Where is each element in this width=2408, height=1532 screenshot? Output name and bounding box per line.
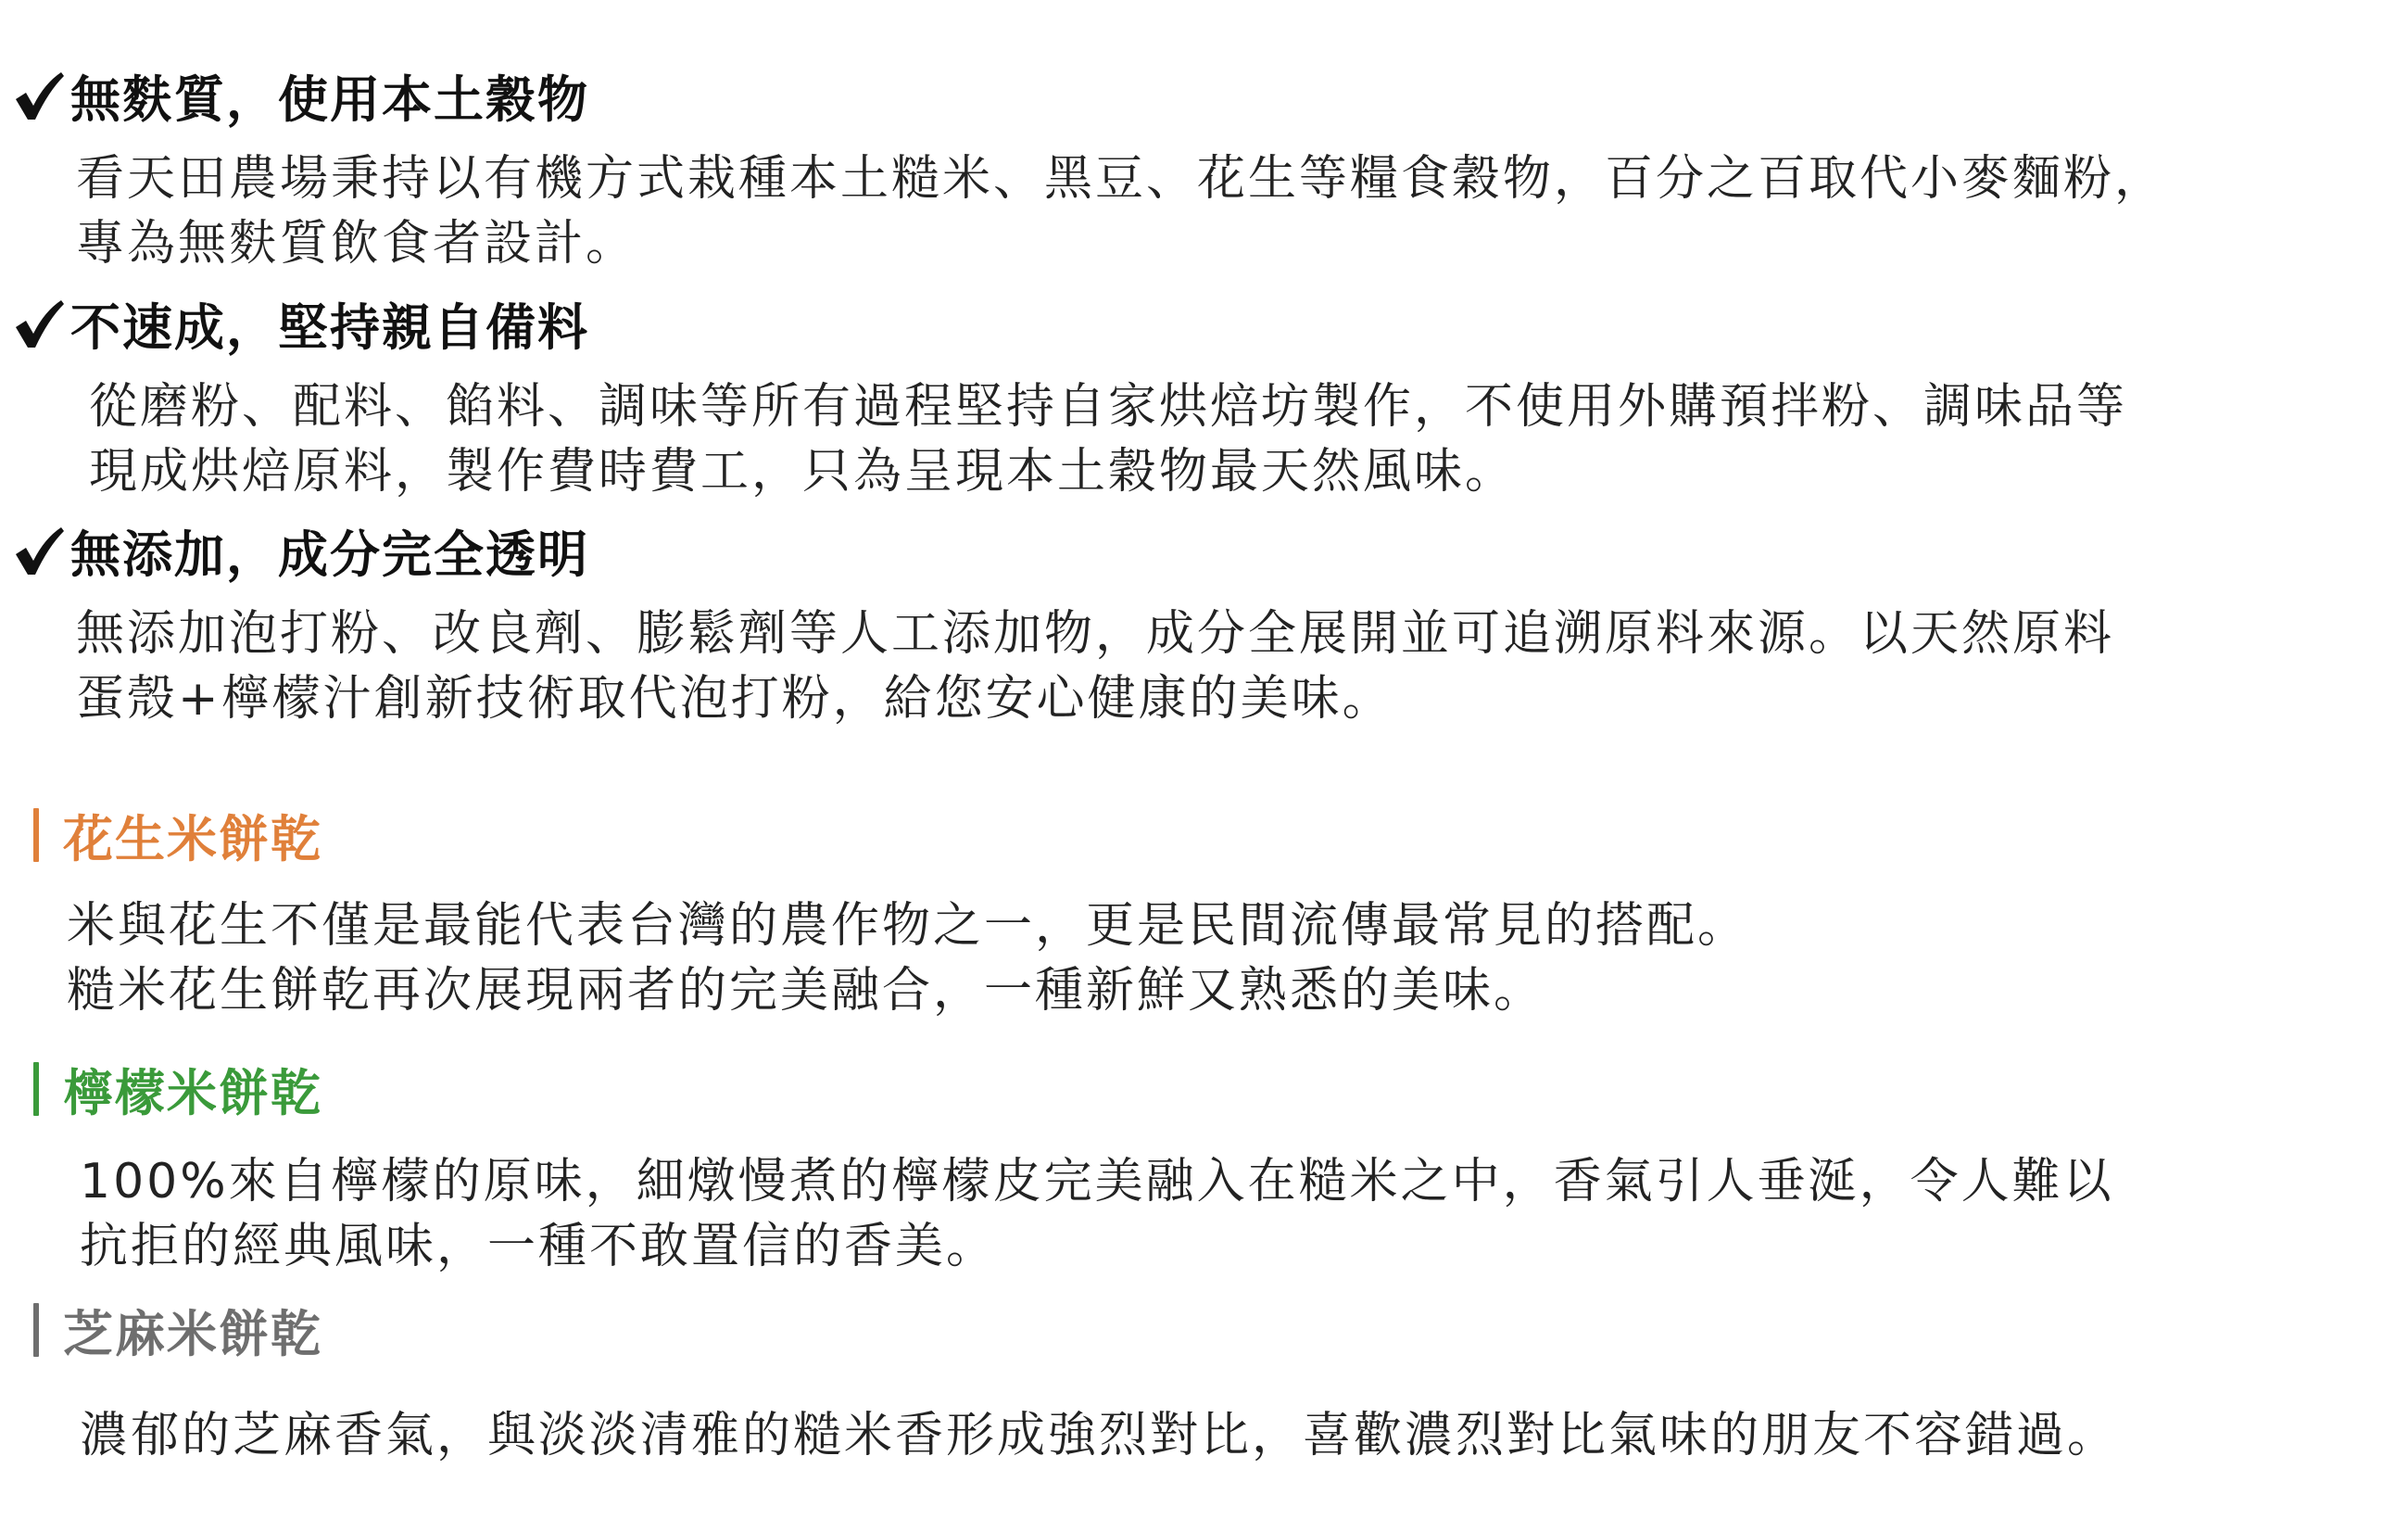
- feature-handmade: [13, 289, 2385, 504]
- product-title: 花生米餅乾: [63, 809, 322, 868]
- product-heading: [33, 1057, 2387, 1121]
- product-description: 濃郁的芝麻香氣，與淡淡清雅的糙米香形成強烈對比，喜歡濃烈對比氣味的朋友不容錯過。: [80, 1408, 2119, 1463]
- product-lemon: [33, 1057, 2387, 1279]
- accent-bar: [33, 1303, 39, 1357]
- feature-description: 從磨粉、配料、餡料、調味等所有過程堅持自家烘焙坊製作，不使用外購預拌粉、調味品等 現成烘焙原料，製作費時費工，只為呈現本土穀物最天然風味。: [89, 379, 2128, 500]
- check-icon: [13, 523, 65, 578]
- accent-bar: [33, 808, 39, 862]
- feature-title: 無麩質，使用本土穀物: [70, 70, 589, 129]
- product-sesame: [33, 1298, 2387, 1468]
- feature-heading: [13, 61, 2385, 130]
- product-description: 米與花生不僅是最能代表台灣的農作物之一，更是民間流傳最常見的搭配。 糙米花生餅乾再次展現兩者的完美融合，一種新鮮又熟悉的美味。: [67, 898, 1749, 1019]
- product-title: 芝麻米餅乾: [63, 1304, 322, 1363]
- feature-title: 無添加，成分完全透明: [70, 525, 589, 584]
- accent-bar: [33, 1062, 39, 1116]
- product-heading: [33, 1298, 2387, 1362]
- check-icon: [13, 296, 65, 351]
- product-heading: [33, 803, 2387, 867]
- product-title: 檸檬米餅乾: [63, 1063, 322, 1122]
- product-description: 100%來自檸檬的原味，細燉慢煮的檸檬皮完美融入在糙米之中，香氣引人垂涎，令人難以 抗拒的經典風味，一種不敢置信的香美。: [80, 1154, 2114, 1274]
- feature-heading: [13, 289, 2385, 358]
- feature-gluten-free: [13, 61, 2385, 276]
- feature-description: 看天田農場秉持以有機方式栽種本土糙米、黑豆、花生等糧食穀物，百分之百取代小麥麵粉， 專為無麩質飲食者設計。: [76, 151, 2166, 272]
- check-icon: [13, 68, 65, 123]
- feature-description: 無添加泡打粉、改良劑、膨鬆劑等人工添加物，成分全展開並可追溯原料來源。以天然原料 蛋殼+檸檬汁創新技術取代泡打粉，給您安心健康的美味。: [76, 606, 2115, 727]
- feature-no-additives: [13, 516, 2385, 731]
- product-peanut: [33, 803, 2387, 1023]
- feature-title: 不速成，堅持親自備料: [70, 298, 589, 357]
- feature-heading: [13, 516, 2385, 585]
